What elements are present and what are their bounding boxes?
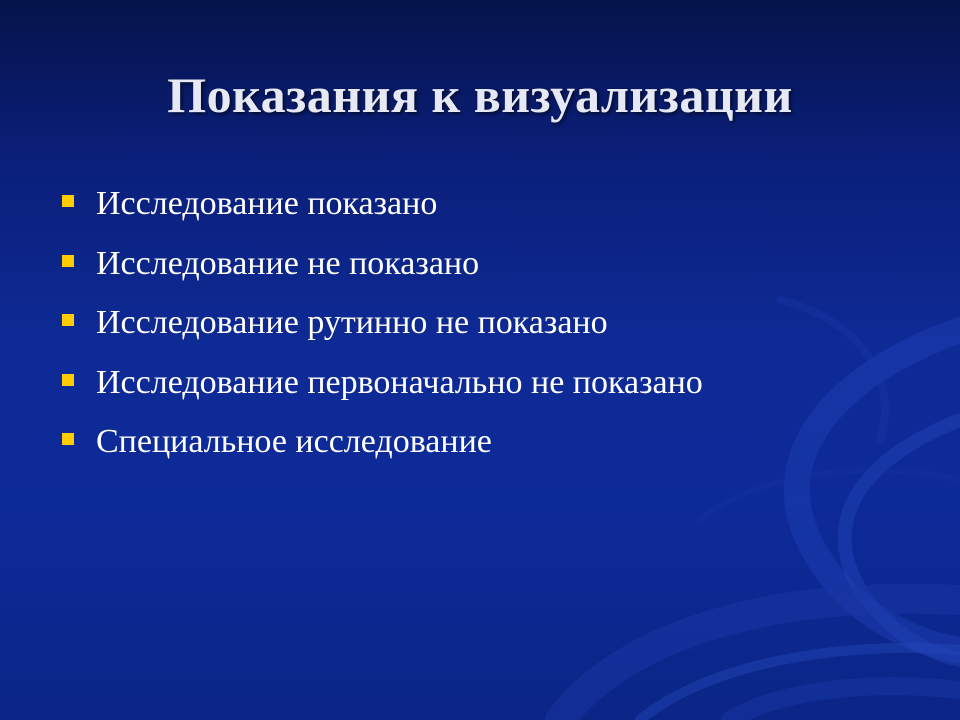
square-bullet-icon xyxy=(62,433,74,445)
slide-title: Показания к визуализации xyxy=(167,67,793,123)
square-bullet-icon xyxy=(62,314,74,326)
bullet-item xyxy=(62,183,703,243)
bullet-text: Исследование рутинно не показано xyxy=(96,304,608,341)
bullet-text: Исследование не показано xyxy=(96,244,480,282)
bullet-text: Исследование первоначально не показано xyxy=(96,363,703,401)
bullet-item xyxy=(62,302,703,362)
bullet-text: Исследование показано xyxy=(96,185,438,222)
square-bullet-icon xyxy=(62,195,74,207)
square-bullet-icon xyxy=(62,374,74,386)
square-bullet-icon xyxy=(62,255,74,267)
bullet-list xyxy=(62,183,703,481)
bullet-text: Специальное исследование xyxy=(96,423,492,460)
bullet-item xyxy=(62,243,703,303)
bullet-item xyxy=(62,421,703,481)
bullet-item xyxy=(62,362,703,422)
